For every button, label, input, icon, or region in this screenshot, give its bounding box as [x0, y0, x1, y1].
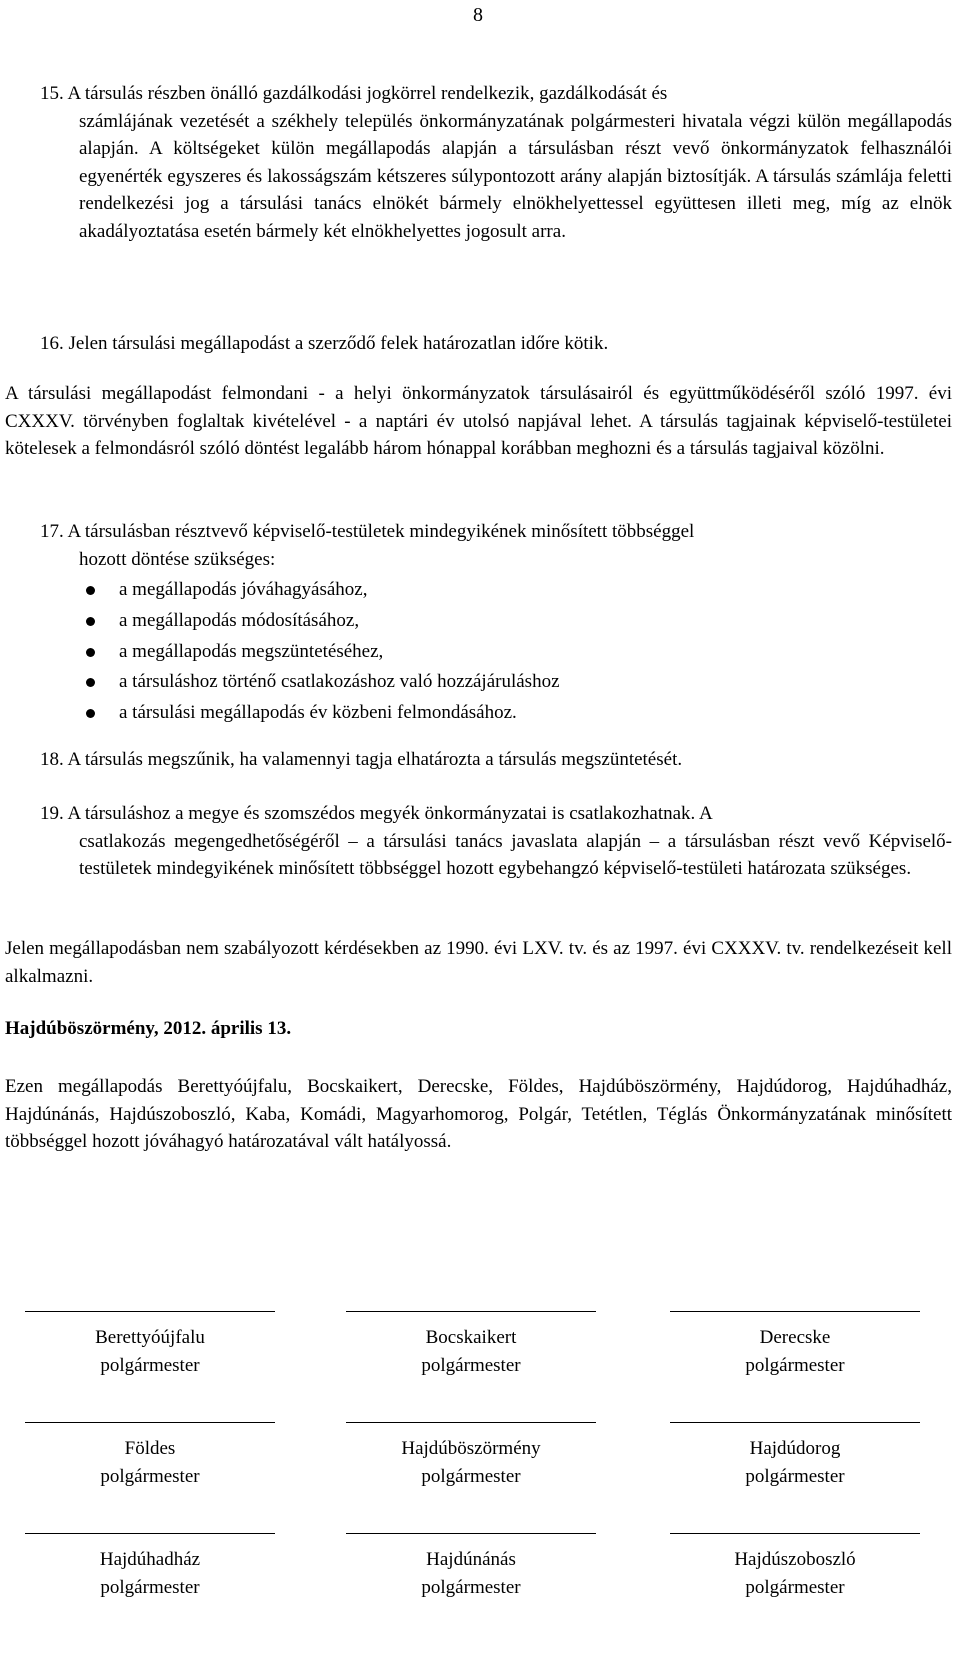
item-15-body: számlájának vezetését a székhely település önkormányzatának polgármesteri hivatala végzi külön megállapodás alapján. A költségeket külön megállapodás alapján a társulásban részt vevő önkormányzatok felhasználói egyenérték egyszeres és lakosságszám kétszeres súlypontozott arány alapján biztosítják. A társulás számlája feletti rendelkezési jog a társulási tanács elnökét bármely elnökhelyettessel együttesen illeti meg, míg az elnök akadályoztatása esetén bármely két elnökhelyettes jogosult arra.: [79, 110, 952, 242]
item-19-number: 19.: [40, 803, 64, 824]
item-17-bullet-list: [79, 575, 560, 729]
place-date: Hajdúböszörmény, 2012. április 13.: [5, 1018, 292, 1039]
signature-town: Bocskaikert: [425, 1327, 517, 1348]
signature-line: [346, 1311, 596, 1312]
signature-role: polgármester: [100, 1466, 200, 1487]
item-16-text: Jelen társulási megállapodást a szerződő felek határozatlan időre kötik.: [68, 333, 609, 354]
signature-block: [346, 1311, 596, 1380]
item-17: [40, 518, 952, 546]
list-item: a társuláshoz történő csatlakozáshoz való hozzájáruláshoz: [79, 667, 560, 698]
signature-line: [346, 1533, 596, 1534]
signature-town: Hajdúböszörmény: [401, 1438, 541, 1459]
item-19: [40, 800, 952, 828]
signature-block: [25, 1311, 275, 1380]
signature-role: polgármester: [421, 1577, 521, 1598]
item-17-first-line: A társulásban résztvevő képviselő-testületek mindegyikének minősített többséggel: [67, 521, 695, 542]
signature-block: [346, 1533, 596, 1602]
signature-line: [25, 1311, 275, 1312]
signature-town: Berettyóújfalu: [95, 1327, 205, 1348]
signature-line: [25, 1422, 275, 1423]
item-19-first-line: A társuláshoz a megye és szomszédos megyék önkormányzatai is csatlakozhatnak. A: [67, 803, 713, 824]
signature-block: [25, 1533, 275, 1602]
signature-town: Hajdúnánás: [426, 1549, 516, 1570]
signature-block: [25, 1422, 275, 1491]
signature-role: polgármester: [745, 1466, 845, 1487]
item-17-second-line: hozott döntése szükséges:: [79, 548, 276, 570]
item-16: [40, 330, 952, 358]
signature-town: Hajdúszoboszló: [734, 1549, 856, 1570]
signature-line: [670, 1422, 920, 1423]
termination-paragraph: A társulási megállapodást felmondani - a helyi önkormányzatok társulásairól és együttműködéséről szóló 1997. évi CXXXV. törvényben foglaltak kivételével - a naptári év utolsó napjával lehet. A társulás tagjainak képviselő-testületei kötelesek a felmondásról szóló döntést legalább három hónappal korábban meghozni és a társulás tagjaival közölni.: [5, 383, 952, 459]
signature-town: Hajdúdorog: [749, 1438, 841, 1459]
item-18-text: A társulás megszűnik, ha valamennyi tagja elhatározta a társulás megszüntetését.: [67, 749, 683, 770]
item-15-number: 15.: [40, 83, 64, 104]
signature-block: [346, 1422, 596, 1491]
signature-line: [346, 1422, 596, 1423]
item-15: [40, 80, 952, 108]
signature-line: [670, 1533, 920, 1534]
list-item: a megállapodás módosításához,: [79, 606, 560, 637]
list-item: a megállapodás megszüntetéséhez,: [79, 637, 560, 668]
signature-line: [25, 1533, 275, 1534]
item-18-number: 18.: [40, 749, 64, 770]
signature-town: Földes: [124, 1438, 176, 1459]
closing-paragraph: Jelen megállapodásban nem szabályozott kérdésekben az 1990. évi LXV. tv. és az 1997. évi CXXXV. tv. rendelkezéseit kell alkalmazni.: [5, 938, 952, 987]
signature-block: [670, 1311, 920, 1380]
signature-block: [670, 1533, 920, 1602]
signature-line: [670, 1311, 920, 1312]
list-item: a társulási megállapodás év közbeni felmondásához.: [79, 698, 560, 729]
item-15-first-line: A társulás részben önálló gazdálkodási jogkörrel rendelkezik, gazdálkodását és: [67, 83, 668, 104]
signature-block: [670, 1422, 920, 1491]
item-17-number: 17.: [40, 521, 64, 542]
signature-role: polgármester: [421, 1466, 521, 1487]
list-item: a megállapodás jóváhagyásához,: [79, 575, 560, 606]
approval-paragraph: Ezen megállapodás Berettyóújfalu, Bocskaikert, Derecske, Földes, Hajdúböszörmény, Hajdúdorog, Hajdúhadház, Hajdúnánás, Hajdúszoboszló, Kaba, Komádi, Magyarhomorog, Polgár, Tetétlen, Téglás Önkormányzatának minősített többséggel hozott jóváhagyó határozatával vált hatályossá.: [5, 1076, 952, 1152]
signature-town: Derecske: [759, 1327, 831, 1348]
signature-role: polgármester: [421, 1355, 521, 1376]
signature-role: polgármester: [100, 1355, 200, 1376]
signature-town: Hajdúhadház: [99, 1549, 201, 1570]
signature-role: polgármester: [100, 1577, 200, 1598]
signature-role: polgármester: [745, 1355, 845, 1376]
item-16-number: 16.: [40, 333, 64, 354]
signature-role: polgármester: [745, 1577, 845, 1598]
page-number: 8: [473, 4, 483, 26]
item-18: [40, 746, 952, 774]
item-19-body: csatlakozás megengedhetőségéről – a társulási tanács javaslata alapján – a társulásban részt vevő Képviselő-testületek mindegyikének minősített többséggel hozott egybehangzó képviselő-testületi határozata szükséges.: [79, 830, 952, 879]
